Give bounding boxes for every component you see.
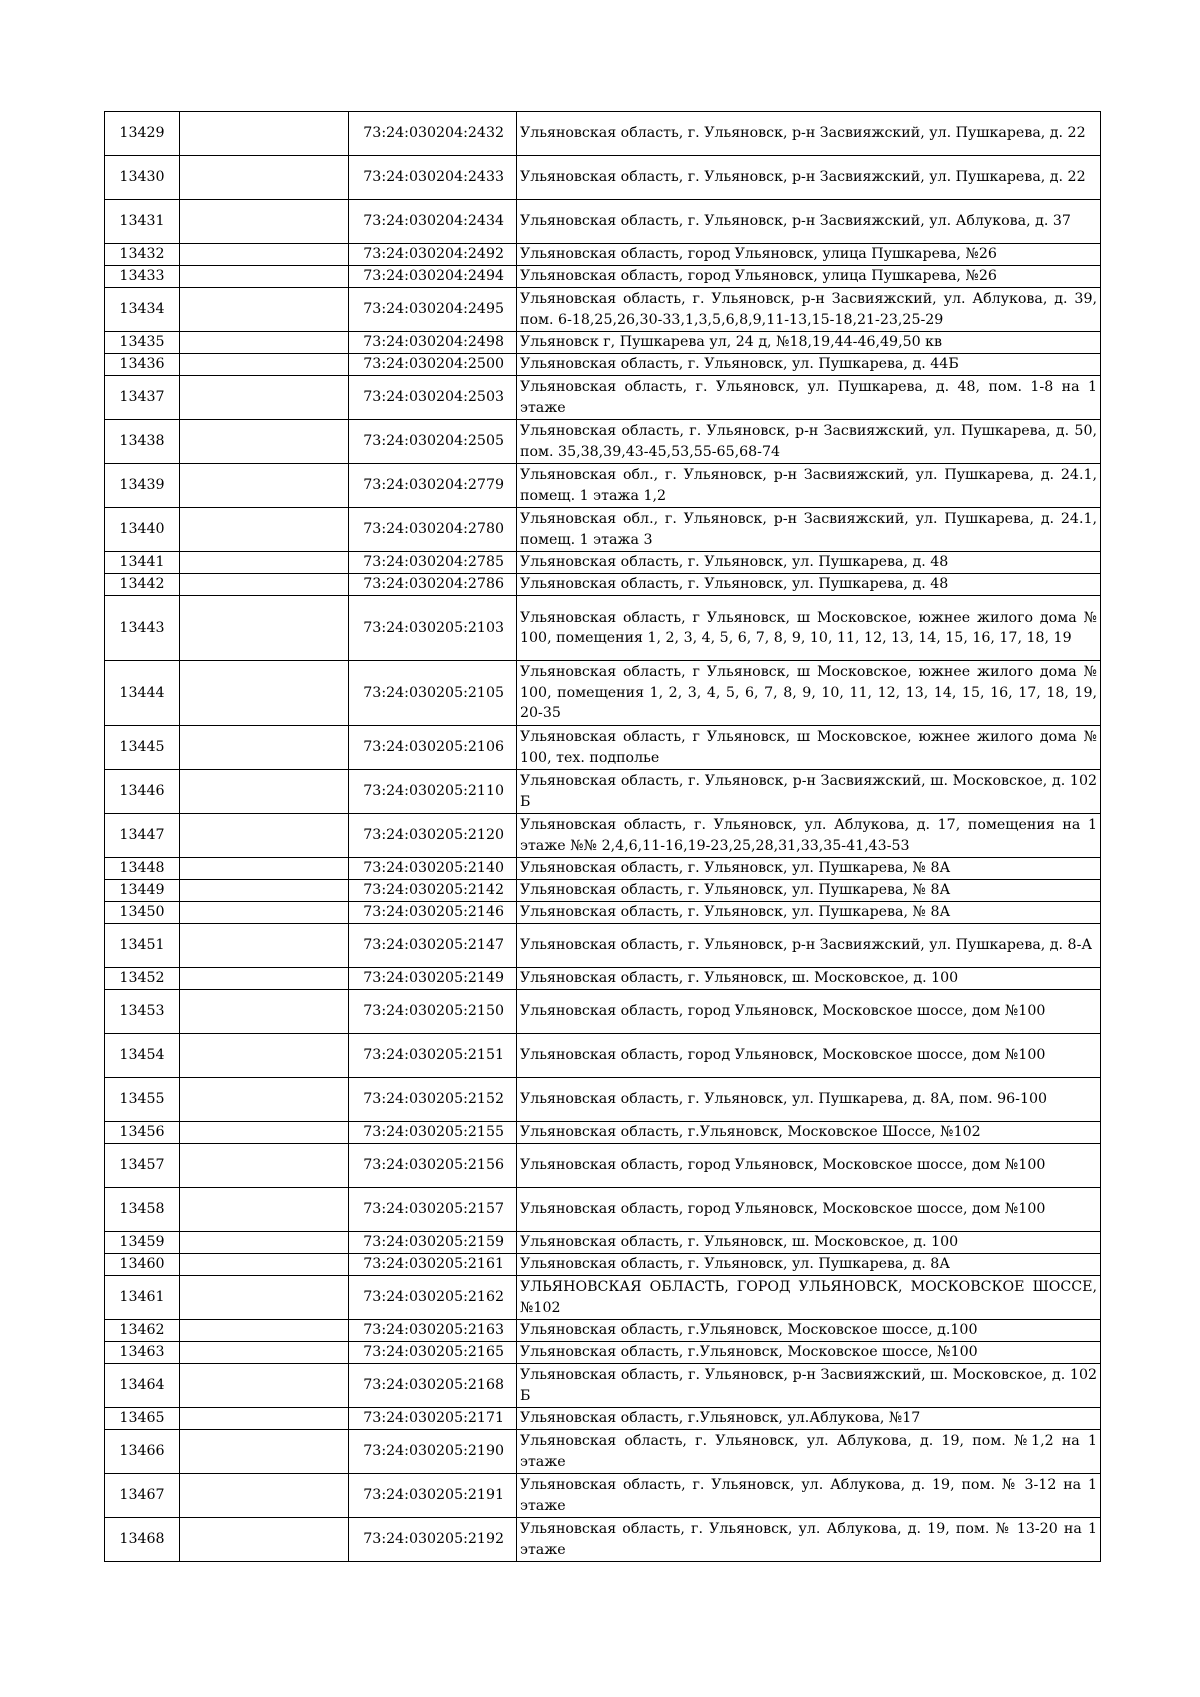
- empty-cell: [180, 1232, 349, 1254]
- empty-cell: [180, 266, 349, 288]
- address-cell: Ульяновская область, г. Ульяновск, ул. Пушкарева, д. 44Б: [517, 354, 1101, 376]
- table-row: [105, 244, 1101, 266]
- address-cell: Ульяновская область, г. Ульяновск, р-н Засвияжский, ул. Аблукова, д. 39, пом. 6-18,25,26,30-33,1,3,5,6,8,9,11-13,15-18,21-23,25-29: [517, 288, 1101, 332]
- empty-cell: [180, 112, 349, 156]
- row-number-cell: 13453: [105, 990, 180, 1034]
- row-number-cell: 13445: [105, 726, 180, 770]
- address-cell: Ульяновская область, г. Ульяновск, ул. Пушкарева, № 8А: [517, 880, 1101, 902]
- address-cell: Ульяновская область, г. Ульяновск, ул. Пушкарева, д. 8А, пом. 96-100: [517, 1078, 1101, 1122]
- address-cell: Ульяновская область, город Ульяновск, Московское шоссе, дом №100: [517, 1188, 1101, 1232]
- cadastral-number-cell: 73:24:030205:2105: [349, 661, 517, 726]
- empty-cell: [180, 354, 349, 376]
- address-cell: Ульяновская область, г. Ульяновск, ш. Московское, д. 100: [517, 1232, 1101, 1254]
- row-number-cell: 13450: [105, 902, 180, 924]
- cadastral-number-cell: 73:24:030205:2162: [349, 1276, 517, 1320]
- row-number-cell: 13464: [105, 1364, 180, 1408]
- cadastral-number-cell: 73:24:030205:2156: [349, 1144, 517, 1188]
- address-cell: Ульяновская область, г. Ульяновск, р-н Засвияжский, ул. Аблукова, д. 37: [517, 200, 1101, 244]
- empty-cell: [180, 1188, 349, 1232]
- table-row: [105, 574, 1101, 596]
- empty-cell: [180, 902, 349, 924]
- table-row: [105, 156, 1101, 200]
- table-row: [105, 902, 1101, 924]
- empty-cell: [180, 661, 349, 726]
- row-number-cell: 13442: [105, 574, 180, 596]
- table-row: [105, 990, 1101, 1034]
- address-cell: Ульяновская область, город Ульяновск, Московское шоссе, дом №100: [517, 990, 1101, 1034]
- empty-cell: [180, 1320, 349, 1342]
- row-number-cell: 13460: [105, 1254, 180, 1276]
- empty-cell: [180, 288, 349, 332]
- empty-cell: [180, 1034, 349, 1078]
- empty-cell: [180, 508, 349, 552]
- cadastral-number-cell: 73:24:030205:2191: [349, 1474, 517, 1518]
- row-number-cell: 13433: [105, 266, 180, 288]
- address-cell: Ульяновская область, г. Ульяновск, р-н Засвияжский, ш. Московское, д. 102 Б: [517, 770, 1101, 814]
- row-number-cell: 13455: [105, 1078, 180, 1122]
- table-row: [105, 596, 1101, 661]
- address-cell: Ульяновская область, г.Ульяновск, Московское шоссе, №100: [517, 1342, 1101, 1364]
- row-number-cell: 13446: [105, 770, 180, 814]
- row-number-cell: 13457: [105, 1144, 180, 1188]
- cadastral-number-cell: 73:24:030204:2503: [349, 376, 517, 420]
- row-number-cell: 13437: [105, 376, 180, 420]
- empty-cell: [180, 596, 349, 661]
- address-cell: Ульяновская область, г.Ульяновск, Московское Шоссе, №102: [517, 1122, 1101, 1144]
- cadastral-number-cell: 73:24:030205:2150: [349, 990, 517, 1034]
- row-number-cell: 13449: [105, 880, 180, 902]
- row-number-cell: 13439: [105, 464, 180, 508]
- table-row: [105, 508, 1101, 552]
- address-cell: Ульяновская область, г. Ульяновск, ул. Пушкарева, д. 48, пом. 1-8 на 1 этаже: [517, 376, 1101, 420]
- empty-cell: [180, 376, 349, 420]
- row-number-cell: 13441: [105, 552, 180, 574]
- cadastral-number-cell: 73:24:030204:2432: [349, 112, 517, 156]
- empty-cell: [180, 880, 349, 902]
- cadastral-number-cell: 73:24:030205:2155: [349, 1122, 517, 1144]
- address-cell: Ульяновская обл., г. Ульяновск, р-н Засвияжский, ул. Пушкарева, д. 24.1, помещ. 1 этажа 1,2: [517, 464, 1101, 508]
- address-cell: Ульяновская область, г. Ульяновск, ш. Московское, д. 100: [517, 968, 1101, 990]
- cadastral-number-cell: 73:24:030204:2494: [349, 266, 517, 288]
- table-row: [105, 288, 1101, 332]
- cadastral-number-cell: 73:24:030205:2192: [349, 1518, 517, 1562]
- cadastral-number-cell: 73:24:030205:2103: [349, 596, 517, 661]
- address-cell: Ульяновск г, Пушкарева ул, 24 д, №18,19,44-46,49,50 кв: [517, 332, 1101, 354]
- address-cell: Ульяновская область, г Ульяновск, ш Московское, южнее жилого дома № 100, помещения 1, 2, 3, 4, 5, 6, 7, 8, 9, 10, 11, 12, 13, 14, 15, 16, 17, 18, 19: [517, 596, 1101, 661]
- address-cell: Ульяновская область, г. Ульяновск, ул. Пушкарева, д. 48: [517, 552, 1101, 574]
- address-cell: Ульяновская область, г.Ульяновск, Московское шоссе, д.100: [517, 1320, 1101, 1342]
- empty-cell: [180, 1078, 349, 1122]
- empty-cell: [180, 814, 349, 858]
- table-row: [105, 661, 1101, 726]
- empty-cell: [180, 200, 349, 244]
- cadastral-number-cell: 73:24:030205:2157: [349, 1188, 517, 1232]
- empty-cell: [180, 968, 349, 990]
- row-number-cell: 13430: [105, 156, 180, 200]
- cadastral-number-cell: 73:24:030205:2147: [349, 924, 517, 968]
- address-cell: Ульяновская область, город Ульяновск, Московское шоссе, дом №100: [517, 1144, 1101, 1188]
- table-row: [105, 1276, 1101, 1320]
- cadastral-number-cell: 73:24:030204:2434: [349, 200, 517, 244]
- row-number-cell: 13438: [105, 420, 180, 464]
- empty-cell: [180, 1364, 349, 1408]
- address-cell: Ульяновская область, г. Ульяновск, ул. Аблукова, д. 19, пом. №1,2 на 1 этаже: [517, 1430, 1101, 1474]
- row-number-cell: 13434: [105, 288, 180, 332]
- cadastral-number-cell: 73:24:030205:2163: [349, 1320, 517, 1342]
- cadastral-number-cell: 73:24:030205:2106: [349, 726, 517, 770]
- table-row: [105, 464, 1101, 508]
- table-row: [105, 266, 1101, 288]
- address-cell: Ульяновская область, город Ульяновск, Московское шоссе, дом №100: [517, 1034, 1101, 1078]
- cadastral-number-cell: 73:24:030204:2433: [349, 156, 517, 200]
- cadastral-number-cell: 73:24:030205:2142: [349, 880, 517, 902]
- row-number-cell: 13468: [105, 1518, 180, 1562]
- empty-cell: [180, 1342, 349, 1364]
- table-row: [105, 1232, 1101, 1254]
- table-row: [105, 420, 1101, 464]
- address-cell: Ульяновская область, г. Ульяновск, р-н Засвияжский, ул. Пушкарева, д. 22: [517, 112, 1101, 156]
- address-cell: Ульяновская область, г. Ульяновск, ул. Аблукова, д. 17, помещения на 1 этаже №№ 2,4,6,11-16,19-23,25,28,31,33,35-41,43-53: [517, 814, 1101, 858]
- empty-cell: [180, 726, 349, 770]
- row-number-cell: 13456: [105, 1122, 180, 1144]
- address-cell: Ульяновская область, г.Ульяновск, ул.Аблукова, №17: [517, 1408, 1101, 1430]
- cadastral-number-cell: 73:24:030205:2190: [349, 1430, 517, 1474]
- cadastral-number-cell: 73:24:030205:2161: [349, 1254, 517, 1276]
- empty-cell: [180, 858, 349, 880]
- property-table: [104, 111, 1101, 1562]
- cadastral-number-cell: 73:24:030205:2165: [349, 1342, 517, 1364]
- address-cell: Ульяновская область, г. Ульяновск, р-н Засвияжский, ш. Московское, д. 102 Б: [517, 1364, 1101, 1408]
- empty-cell: [180, 420, 349, 464]
- row-number-cell: 13431: [105, 200, 180, 244]
- row-number-cell: 13432: [105, 244, 180, 266]
- table-row: [105, 1320, 1101, 1342]
- address-cell: Ульяновская область, г. Ульяновск, р-н Засвияжский, ул. Пушкарева, д. 22: [517, 156, 1101, 200]
- table-row: [105, 1364, 1101, 1408]
- address-cell: Ульяновская область, г. Ульяновск, ул. Пушкарева, № 8А: [517, 902, 1101, 924]
- empty-cell: [180, 1254, 349, 1276]
- empty-cell: [180, 464, 349, 508]
- row-number-cell: 13454: [105, 1034, 180, 1078]
- table-row: [105, 1430, 1101, 1474]
- table-row: [105, 880, 1101, 902]
- cadastral-number-cell: 73:24:030204:2495: [349, 288, 517, 332]
- table-row: [105, 332, 1101, 354]
- empty-cell: [180, 1122, 349, 1144]
- cadastral-number-cell: 73:24:030205:2110: [349, 770, 517, 814]
- row-number-cell: 13447: [105, 814, 180, 858]
- table-row: [105, 552, 1101, 574]
- empty-cell: [180, 1408, 349, 1430]
- empty-cell: [180, 552, 349, 574]
- row-number-cell: 13435: [105, 332, 180, 354]
- empty-cell: [180, 332, 349, 354]
- address-cell: Ульяновская обл., г. Ульяновск, р-н Засвияжский, ул. Пушкарева, д. 24.1, помещ. 1 этажа 3: [517, 508, 1101, 552]
- empty-cell: [180, 924, 349, 968]
- address-cell: Ульяновская область, г. Ульяновск, ул. Аблукова, д. 19, пом. № 13-20 на 1 этаже: [517, 1518, 1101, 1562]
- empty-cell: [180, 156, 349, 200]
- table-row: [105, 1408, 1101, 1430]
- address-cell: Ульяновская область, город Ульяновск, улица Пушкарева, №26: [517, 266, 1101, 288]
- cadastral-number-cell: 73:24:030204:2785: [349, 552, 517, 574]
- row-number-cell: 13463: [105, 1342, 180, 1364]
- row-number-cell: 13466: [105, 1430, 180, 1474]
- row-number-cell: 13444: [105, 661, 180, 726]
- address-cell: Ульяновская область, г. Ульяновск, р-н Засвияжский, ул. Пушкарева, д. 50, пом. 35,38,39,43-45,53,55-65,68-74: [517, 420, 1101, 464]
- row-number-cell: 13467: [105, 1474, 180, 1518]
- address-cell: Ульяновская область, г Ульяновск, ш Московское, южнее жилого дома № 100, тех. подполье: [517, 726, 1101, 770]
- table-row: [105, 1034, 1101, 1078]
- table-row: [105, 858, 1101, 880]
- empty-cell: [180, 770, 349, 814]
- row-number-cell: 13448: [105, 858, 180, 880]
- cadastral-number-cell: 73:24:030204:2492: [349, 244, 517, 266]
- table-row: [105, 726, 1101, 770]
- table-row: [105, 814, 1101, 858]
- empty-cell: [180, 1518, 349, 1562]
- cadastral-number-cell: 73:24:030205:2159: [349, 1232, 517, 1254]
- empty-cell: [180, 574, 349, 596]
- row-number-cell: 13461: [105, 1276, 180, 1320]
- row-number-cell: 13452: [105, 968, 180, 990]
- table-row: [105, 1188, 1101, 1232]
- row-number-cell: 13443: [105, 596, 180, 661]
- empty-cell: [180, 1276, 349, 1320]
- cadastral-number-cell: 73:24:030204:2780: [349, 508, 517, 552]
- table-row: [105, 376, 1101, 420]
- table-row: [105, 968, 1101, 990]
- row-number-cell: 13436: [105, 354, 180, 376]
- cadastral-number-cell: 73:24:030204:2500: [349, 354, 517, 376]
- row-number-cell: 13429: [105, 112, 180, 156]
- row-number-cell: 13462: [105, 1320, 180, 1342]
- table-row: [105, 770, 1101, 814]
- table-row: [105, 1144, 1101, 1188]
- table-row: [105, 1122, 1101, 1144]
- cadastral-number-cell: 73:24:030205:2146: [349, 902, 517, 924]
- address-cell: Ульяновская область, г. Ульяновск, ул. Пушкарева, № 8А: [517, 858, 1101, 880]
- cadastral-number-cell: 73:24:030205:2152: [349, 1078, 517, 1122]
- empty-cell: [180, 244, 349, 266]
- address-cell: Ульяновская область, г. Ульяновск, р-н Засвияжский, ул. Пушкарева, д. 8-А: [517, 924, 1101, 968]
- address-cell: УЛЬЯНОВСКАЯ ОБЛАСТЬ, ГОРОД УЛЬЯНОВСК, МОСКОВСКОЕ ШОССЕ, №102: [517, 1276, 1101, 1320]
- table-row: [105, 112, 1101, 156]
- table-row: [105, 1518, 1101, 1562]
- empty-cell: [180, 1474, 349, 1518]
- cadastral-number-cell: 73:24:030205:2151: [349, 1034, 517, 1078]
- table-row: [105, 354, 1101, 376]
- table-row: [105, 1474, 1101, 1518]
- table-row: [105, 924, 1101, 968]
- address-cell: Ульяновская область, г. Ульяновск, ул. Пушкарева, д. 8А: [517, 1254, 1101, 1276]
- table-row: [105, 1342, 1101, 1364]
- empty-cell: [180, 1144, 349, 1188]
- cadastral-number-cell: 73:24:030204:2779: [349, 464, 517, 508]
- row-number-cell: 13451: [105, 924, 180, 968]
- address-cell: Ульяновская область, г Ульяновск, ш Московское, южнее жилого дома № 100, помещения 1, 2, 3, 4, 5, 6, 7, 8, 9, 10, 11, 12, 13, 14, 15, 16, 17, 18, 19, 20-35: [517, 661, 1101, 726]
- table-row: [105, 1078, 1101, 1122]
- cadastral-number-cell: 73:24:030205:2168: [349, 1364, 517, 1408]
- row-number-cell: 13459: [105, 1232, 180, 1254]
- address-cell: Ульяновская область, г. Ульяновск, ул. Пушкарева, д. 48: [517, 574, 1101, 596]
- address-cell: Ульяновская область, г. Ульяновск, ул. Аблукова, д. 19, пом. № 3-12 на 1 этаже: [517, 1474, 1101, 1518]
- empty-cell: [180, 990, 349, 1034]
- cadastral-number-cell: 73:24:030205:2171: [349, 1408, 517, 1430]
- cadastral-number-cell: 73:24:030204:2498: [349, 332, 517, 354]
- table-row: [105, 1254, 1101, 1276]
- address-cell: Ульяновская область, город Ульяновск, улица Пушкарева, №26: [517, 244, 1101, 266]
- empty-cell: [180, 1430, 349, 1474]
- row-number-cell: 13458: [105, 1188, 180, 1232]
- cadastral-number-cell: 73:24:030205:2140: [349, 858, 517, 880]
- cadastral-number-cell: 73:24:030204:2786: [349, 574, 517, 596]
- cadastral-number-cell: 73:24:030205:2149: [349, 968, 517, 990]
- row-number-cell: 13465: [105, 1408, 180, 1430]
- row-number-cell: 13440: [105, 508, 180, 552]
- cadastral-number-cell: 73:24:030204:2505: [349, 420, 517, 464]
- cadastral-number-cell: 73:24:030205:2120: [349, 814, 517, 858]
- table-row: [105, 200, 1101, 244]
- table-body: [105, 112, 1101, 1562]
